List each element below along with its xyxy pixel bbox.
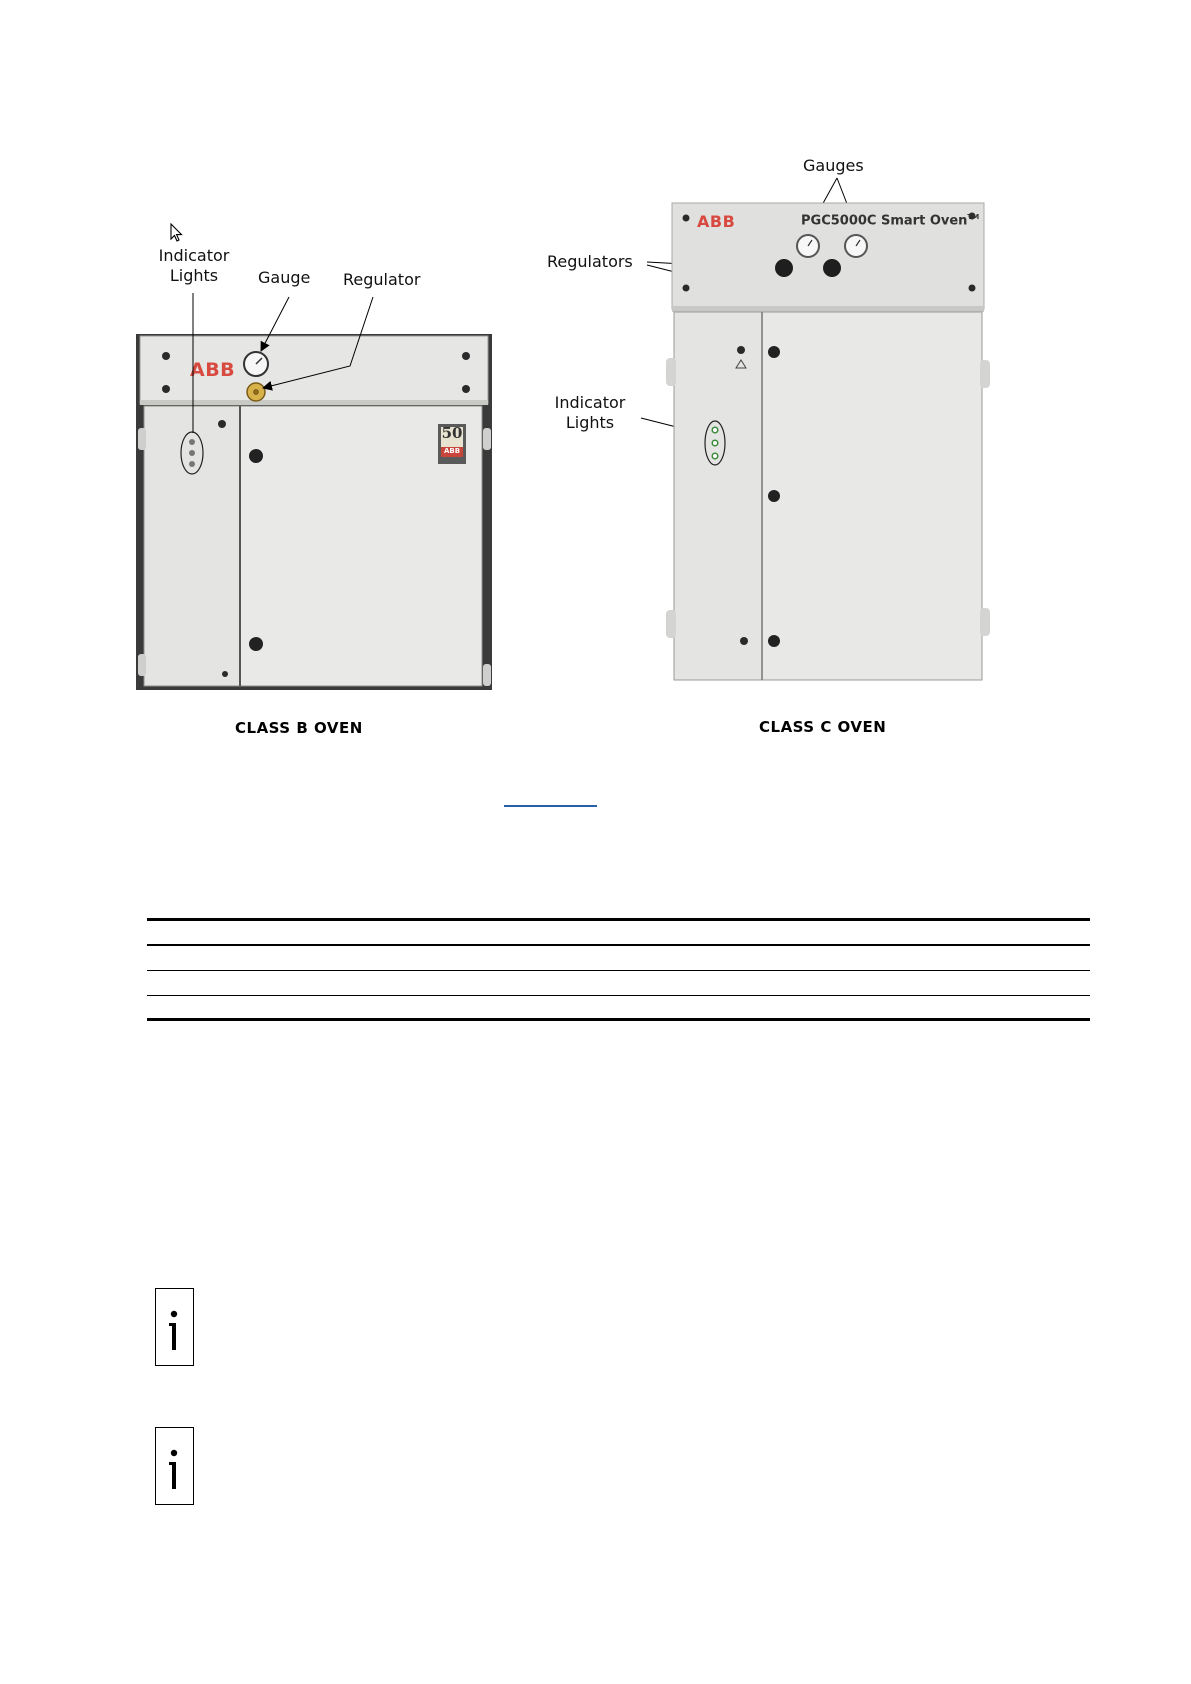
table-row-rule xyxy=(147,995,1090,996)
table-bottom-rule xyxy=(147,1018,1090,1021)
class-b-gauge-label: Gauge xyxy=(258,268,311,287)
class-b-brand-logo: ABB xyxy=(190,359,236,381)
class-b-badge-number: 50 xyxy=(441,424,463,442)
table-top-rule xyxy=(147,918,1090,921)
class-c-product-name-text: PGC5000C Smart Oven xyxy=(801,213,968,229)
class-b-indicator-lights-label xyxy=(150,246,238,286)
class-c-brand-logo: ABB xyxy=(697,212,736,231)
class-b-indicator-lights-line1: Indicator xyxy=(158,246,230,265)
class-c-indicator-lights-label xyxy=(546,393,634,433)
class-c-regulators-label: Regulators xyxy=(547,252,633,271)
class-c-product-name xyxy=(801,213,979,228)
table-row-rule xyxy=(147,970,1090,971)
class-b-caption: CLASS B OVEN xyxy=(235,719,363,737)
class-c-trademark: TM xyxy=(967,213,980,221)
class-b-badge-brand: ABB xyxy=(443,447,461,455)
class-b-callout-arrows xyxy=(0,0,1191,760)
class-c-indicator-lights-line2: Lights xyxy=(565,413,615,432)
class-c-gauges-label: Gauges xyxy=(803,156,864,175)
table-header-rule xyxy=(147,944,1090,946)
info-icon xyxy=(156,1428,192,1503)
hyperlink-underline[interactable] xyxy=(504,805,597,807)
info-note-box xyxy=(155,1427,194,1505)
class-b-regulator-label: Regulator xyxy=(343,270,421,289)
class-c-indicator-lights-line1: Indicator xyxy=(554,393,626,412)
info-note-box xyxy=(155,1288,194,1366)
class-b-indicator-lights-line2: Lights xyxy=(169,266,219,285)
class-c-oven-photo xyxy=(662,200,994,684)
class-c-caption: CLASS C OVEN xyxy=(759,718,887,736)
info-icon xyxy=(156,1289,192,1364)
